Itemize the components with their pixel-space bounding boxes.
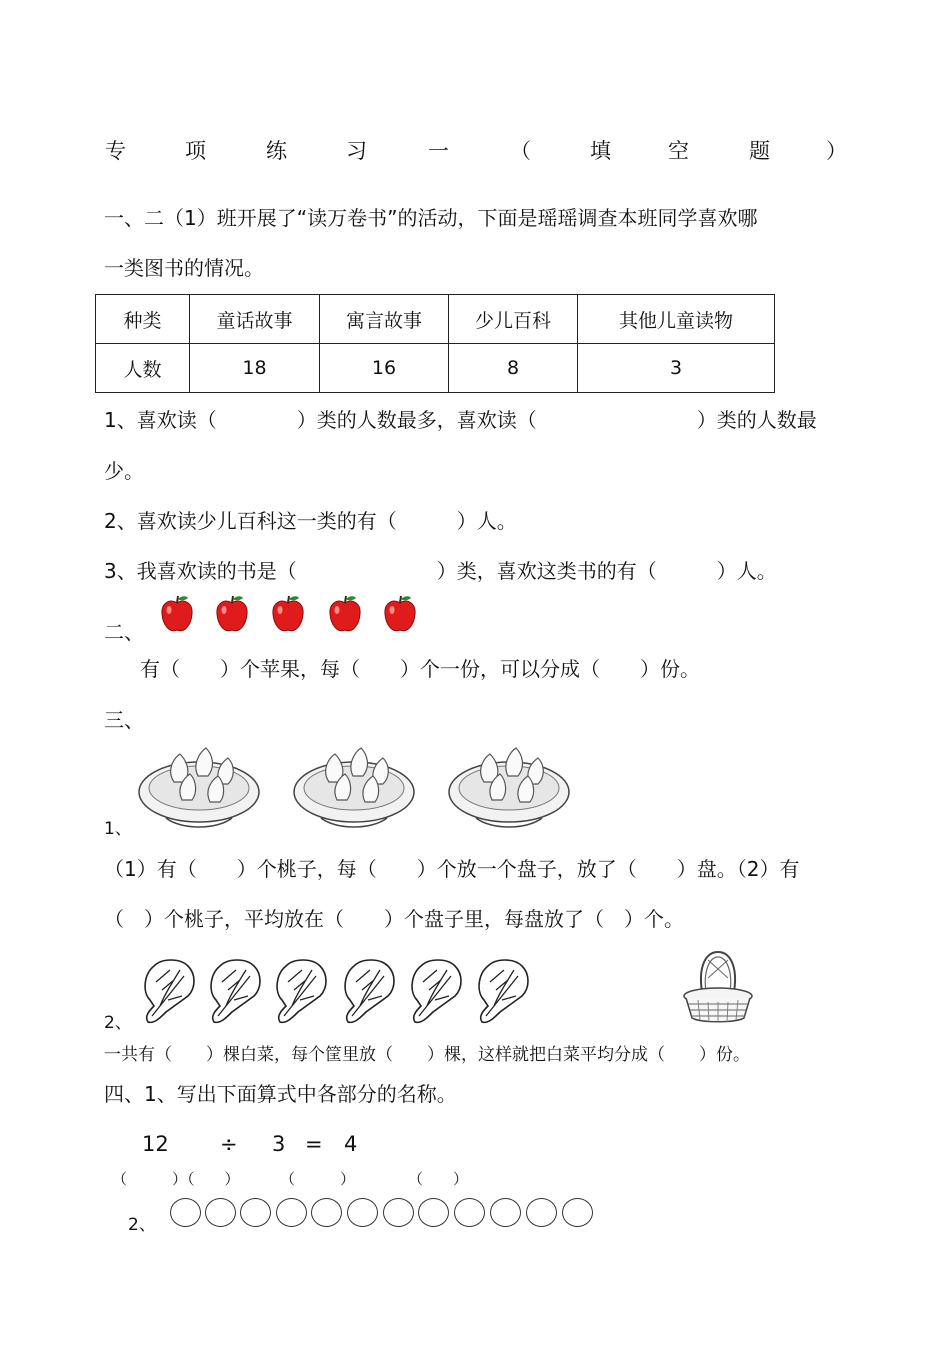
cabbage-icon — [206, 956, 264, 1026]
eq-blank: （ ）（ ） — [112, 1170, 240, 1188]
eq-blank-row — [0, 1168, 950, 1190]
circle-shape — [526, 1198, 557, 1227]
apple-icon — [328, 594, 362, 634]
cabbage-icon — [140, 956, 198, 1026]
table-row — [96, 344, 775, 393]
q3-label: 三、 — [104, 708, 144, 732]
basket-icon — [680, 948, 756, 1024]
eq-dividend: 12 — [142, 1132, 169, 1156]
q1-intro-line1: 一、二（1）班开展了“读万卷书”的活动，下面是瑶瑶调查本班同学喜欢哪 — [104, 206, 758, 230]
circle-shape — [311, 1198, 342, 1227]
q3-sub1-label: 1、 — [104, 819, 132, 839]
circle-shape — [454, 1198, 485, 1227]
table-cell: 童话故事 — [190, 295, 320, 344]
page-title — [0, 135, 950, 163]
cabbage-icon — [340, 956, 398, 1026]
q3-line3: 一共有（ ）棵白菜，每个筐里放（ ）棵，这样就把白菜平均分成（ ）份。 — [104, 1045, 750, 1065]
circle-shape — [347, 1198, 378, 1227]
table-cell: 其他儿童读物 — [578, 295, 775, 344]
title-char: 一 — [428, 139, 449, 163]
cabbage-icon — [272, 956, 330, 1026]
q3-sub2-label: 2、 — [104, 1013, 132, 1033]
table-cell: 寓言故事 — [320, 295, 449, 344]
cabbage-icon — [407, 956, 465, 1026]
q1-s1-line2: 少。 — [104, 459, 144, 483]
table-cell: 3 — [578, 344, 775, 393]
q1-intro-line2: 一类图书的情况。 — [104, 256, 264, 280]
q2-label: 二、 — [104, 620, 144, 644]
eq-blank: （ ） — [280, 1170, 356, 1188]
circle-shape — [276, 1198, 307, 1227]
peach-plate-icon — [291, 740, 417, 832]
circle-shape — [240, 1198, 271, 1227]
table-cell: 16 — [320, 344, 449, 393]
title-char: 专 — [105, 139, 126, 163]
eq-equals-sign: = — [305, 1132, 323, 1156]
circle-shape — [562, 1198, 593, 1227]
title-char: （ — [510, 139, 531, 163]
title-char: 练 — [266, 139, 287, 163]
title-char: 项 — [185, 139, 206, 163]
q3-line1: （1）有（ ）个桃子，每（ ）个放一个盘子，放了（ ）盘。（2）有 — [104, 857, 800, 881]
table-cell: 人数 — [96, 344, 190, 393]
eq-divisor: 3 — [272, 1132, 286, 1156]
apple-icon — [160, 594, 194, 634]
q1-s3: 3、我喜欢读的书是（ ）类，喜欢这类书的有（ ）人。 — [104, 559, 777, 583]
title-char: 填 — [590, 139, 611, 163]
q4-sub2-label: 2、 — [128, 1215, 156, 1235]
equation — [0, 1132, 950, 1160]
q4-heading: 四、1、写出下面算式中各部分的名称。 — [104, 1082, 457, 1106]
circle-shape — [418, 1198, 449, 1227]
eq-quotient: 4 — [344, 1132, 358, 1156]
table-cell: 8 — [449, 344, 578, 393]
q3-line2: （ ）个桃子，平均放在（ ）个盘子里，每盘放了（ ）个。 — [104, 907, 684, 931]
table-cell: 种类 — [96, 295, 190, 344]
title-char: 题 — [749, 139, 770, 163]
peach-plate-icon — [446, 740, 572, 832]
table-cell: 18 — [190, 344, 320, 393]
survey-table — [95, 294, 775, 393]
circle-shape — [383, 1198, 414, 1227]
circle-shape — [170, 1198, 201, 1227]
cabbage-icon — [474, 956, 532, 1026]
peach-plate-icon — [136, 740, 262, 832]
q1-s1-line1: 1、喜欢读（ ）类的人数最多，喜欢读（ ）类的人数最 — [104, 408, 817, 432]
title-char: 习 — [346, 139, 367, 163]
circle-shape — [490, 1198, 521, 1227]
title-char: 空 — [668, 139, 689, 163]
eq-divide-sign: ÷ — [220, 1132, 238, 1156]
apple-icon — [215, 594, 249, 634]
apple-icon — [383, 594, 417, 634]
apple-icon — [271, 594, 305, 634]
table-row — [96, 295, 775, 344]
eq-blank: （ ） — [408, 1170, 469, 1188]
circle-shape — [205, 1198, 236, 1227]
q2-text: 有（ ）个苹果，每（ ）个一份，可以分成（ ）份。 — [140, 657, 700, 681]
table-cell: 少儿百科 — [449, 295, 578, 344]
q1-s2: 2、喜欢读少儿百科这一类的有（ ）人。 — [104, 509, 517, 533]
title-char: ） — [826, 139, 847, 163]
